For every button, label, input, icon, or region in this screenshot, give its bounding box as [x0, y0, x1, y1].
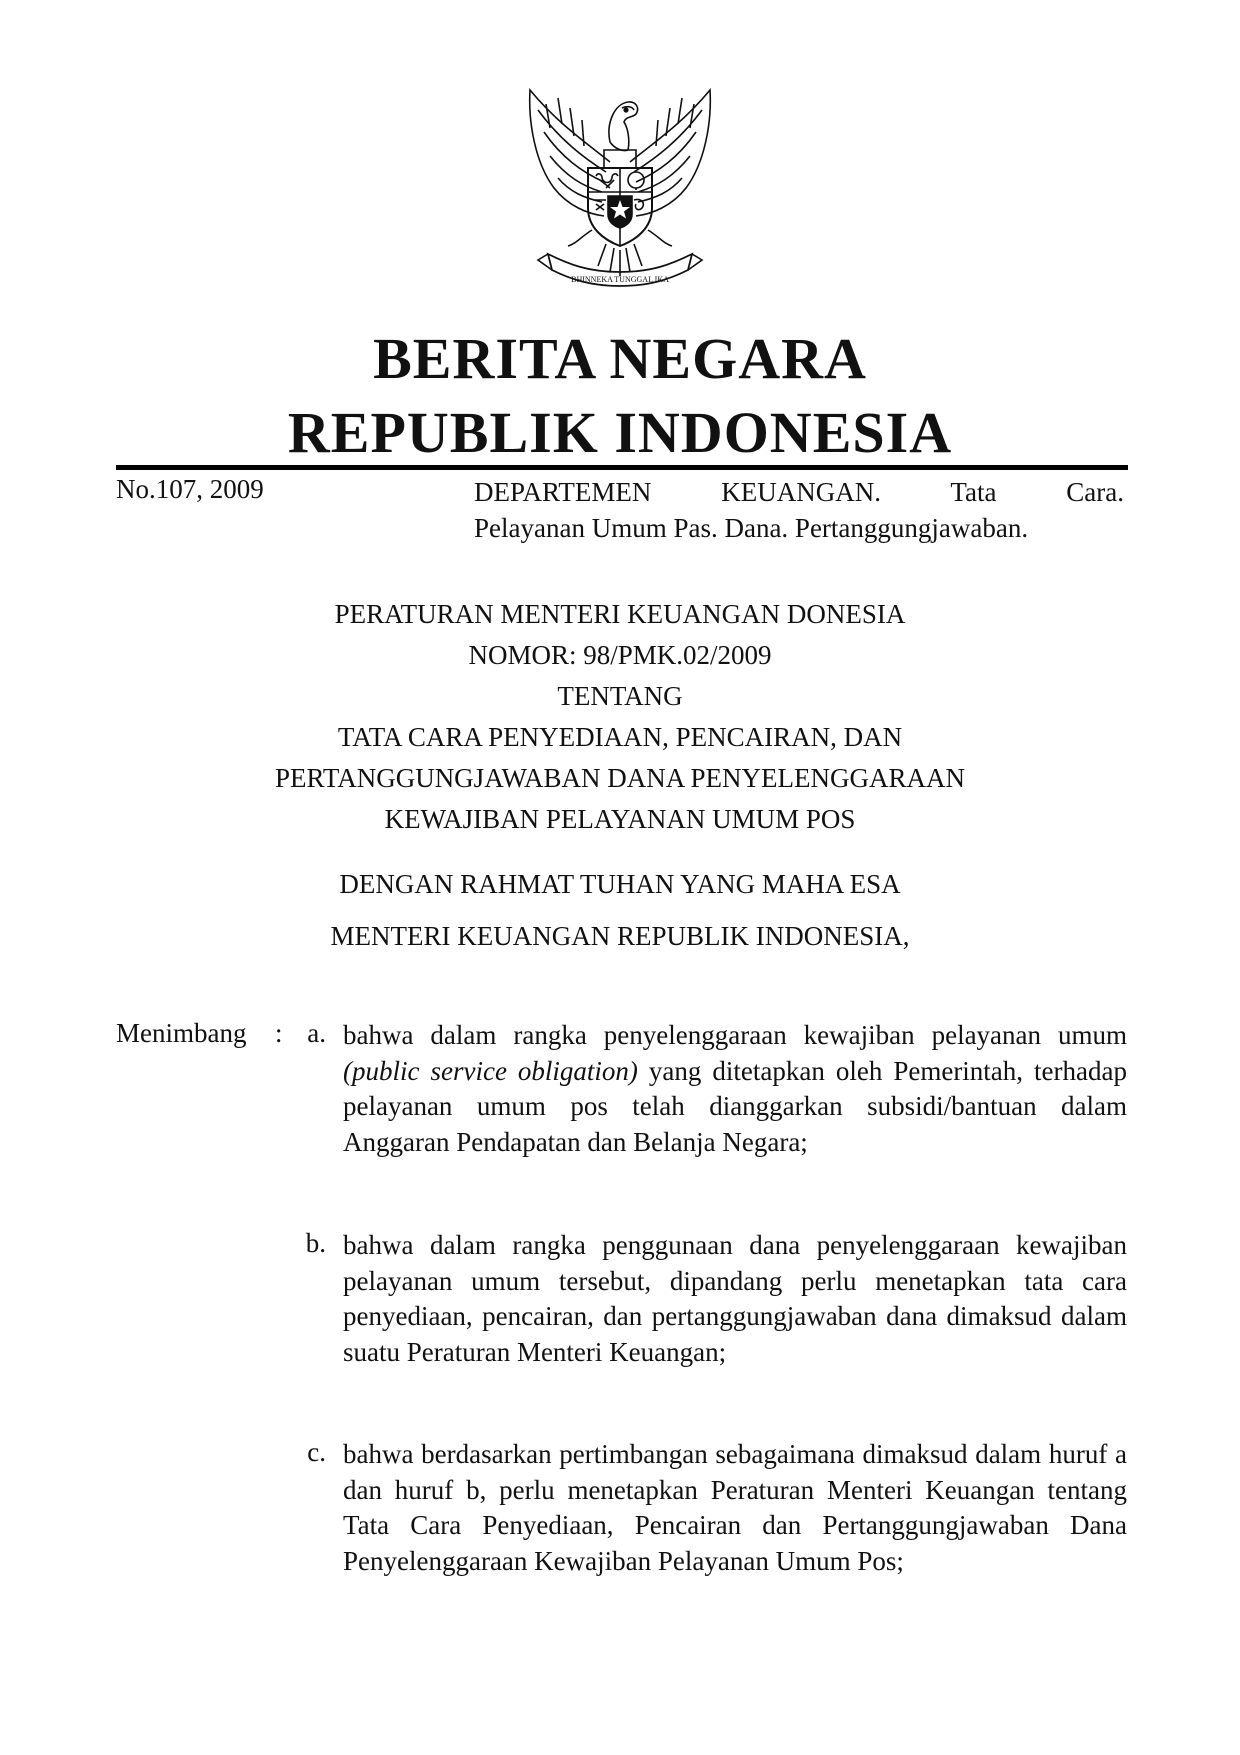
menimbang-item-c: bahwa berdasarkan pertimbangan sebagaimana dimaksud dalam huruf a dan huruf b, perlu menetapkan Peraturan Menteri Keuangan tentang Tata Cara Penyediaan, Pencairan dan Pertanggungjawaban Dana Penyelenggaraan Kewajiban Pelayanan Umum Pos; [343, 1439, 1127, 1576]
menimbang-item-letter: b. [305, 1228, 326, 1258]
regulation-heading-line1: PERATURAN MENTERI KEUANGAN DONESIA [334, 599, 906, 629]
menimbang-item-b: bahwa dalam rangka penggunaan dana penyelenggaraan kewajiban pelayanan umum tersebut, dipandang perlu menetapkan tata cara penyediaan, pencairan, dan pertanggungjawaban dana dimaksud dalam suatu Peraturan Menteri Keuangan; [343, 1230, 1127, 1367]
regulation-issuer: MENTERI KEUANGAN REPUBLIK INDONESIA, [330, 921, 910, 951]
menimbang-label: Menimbang [116, 1018, 247, 1048]
menimbang-item-a-text: bahwa dalam rangka penyelenggaraan kewajiban pelayanan umum [343, 1020, 1127, 1050]
regulation-subject-line2: PERTANGGUNGJAWABAN DANA PENYELENGGARAAN [274, 763, 966, 793]
emblem-motto: BHINNEKA TUNGGAL IKA [571, 275, 669, 284]
document-title-line2: REPUBLIK INDONESIA [287, 400, 953, 465]
menimbang-colon: : [275, 1018, 283, 1048]
menimbang-item-letter: a. [307, 1018, 326, 1048]
menimbang-item-a [343, 1018, 1127, 1160]
title-divider [116, 465, 1128, 470]
gazette-description [474, 474, 1124, 546]
gazette-description-line2: Pelayanan Umum Pas. Dana. Pertanggungjawaban. [474, 513, 1029, 543]
gazette-number: No.107, 2009 [116, 474, 264, 504]
regulation-subject-line3: KEWAJIBAN PELAYANAN UMUM POS [384, 804, 856, 834]
regulation-about: TENTANG [557, 681, 683, 711]
menimbang-item-letter: c. [307, 1437, 326, 1467]
menimbang-item-a-italic: (public service obligation) [343, 1055, 638, 1086]
regulation-preamble: DENGAN RAHMAT TUHAN YANG MAHA ESA [339, 869, 901, 899]
regulation-subject-line1: TATA CARA PENYEDIAAN, PENCAIRAN, DAN [337, 722, 903, 752]
document-title-line1: BERITA NEGARA [373, 326, 867, 391]
gazette-description-line1: DEPARTEMEN KEUANGAN. Tata Cara. [474, 477, 1124, 507]
regulation-number: NOMOR: 98/PMK.02/2009 [468, 640, 772, 670]
garuda-emblem-icon [518, 84, 722, 298]
menimbang-item-a-text-rest: yang ditetapkan oleh Pemerintah, terhadap pelayanan umum pos telah dianggarkan subsidi/bantuan dalam Anggaran Pendapatan dan Belanja Negara; [343, 1055, 1127, 1157]
